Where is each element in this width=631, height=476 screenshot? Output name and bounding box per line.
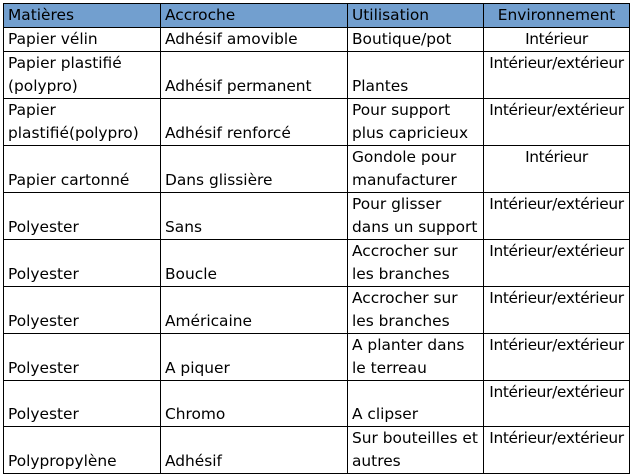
cell-environnement: Intérieur/extérieur xyxy=(484,287,630,334)
cell-utilisation: Boutique/pot xyxy=(348,28,484,52)
cell-matiere: Polyester xyxy=(4,287,161,334)
cell-environnement: Intérieur/extérieur xyxy=(484,240,630,287)
cell-utilisation: Pour support plus capricieux xyxy=(348,99,484,146)
cell-matiere: Polyester xyxy=(4,240,161,287)
cell-environnement: Intérieur/extérieur xyxy=(484,334,630,381)
cell-utilisation: A planter dans le terreau xyxy=(348,334,484,381)
cell-matiere: Papier plastifié(polypro) xyxy=(4,99,161,146)
table-row xyxy=(4,427,630,474)
cell-accroche: Adhésif renforcé xyxy=(161,99,348,146)
cell-utilisation: Plantes xyxy=(348,52,484,99)
header-matieres: Matières xyxy=(4,4,161,28)
header-environnement: Environnement xyxy=(484,4,630,28)
header-row xyxy=(4,4,630,28)
table-row xyxy=(4,28,630,52)
cell-matiere: Polypropylène xyxy=(4,427,161,474)
cell-accroche: Américaine xyxy=(161,287,348,334)
cell-environnement: Intérieur/extérieur xyxy=(484,193,630,240)
labels-table xyxy=(3,3,630,474)
cell-utilisation: Accrocher sur les branches xyxy=(348,287,484,334)
table-row xyxy=(4,381,630,427)
table-row xyxy=(4,240,630,287)
table-row xyxy=(4,193,630,240)
cell-utilisation: Gondole pour manufacturer xyxy=(348,146,484,193)
cell-accroche: Chromo xyxy=(161,381,348,427)
table-row xyxy=(4,99,630,146)
cell-matiere: Polyester xyxy=(4,193,161,240)
table-row xyxy=(4,52,630,99)
header-accroche: Accroche xyxy=(161,4,348,28)
cell-accroche: Dans glissière xyxy=(161,146,348,193)
cell-environnement: Intérieur/extérieur xyxy=(484,381,630,427)
cell-accroche: A piquer xyxy=(161,334,348,381)
header-utilisation: Utilisation xyxy=(348,4,484,28)
cell-environnement: Intérieur/extérieur xyxy=(484,427,630,474)
cell-utilisation: Sur bouteilles et autres xyxy=(348,427,484,474)
cell-accroche: Adhésif amovible xyxy=(161,28,348,52)
cell-matiere: Polyester xyxy=(4,334,161,381)
cell-accroche: Adhésif xyxy=(161,427,348,474)
table-row xyxy=(4,146,630,193)
cell-utilisation: A clipser xyxy=(348,381,484,427)
cell-accroche: Sans xyxy=(161,193,348,240)
table-row xyxy=(4,287,630,334)
cell-accroche: Adhésif permanent xyxy=(161,52,348,99)
cell-environnement: Intérieur xyxy=(484,146,630,193)
cell-matiere: Papier plastifié (polypro) xyxy=(4,52,161,99)
cell-environnement: Intérieur xyxy=(484,28,630,52)
table-row xyxy=(4,334,630,381)
cell-matiere: Papier vélin xyxy=(4,28,161,52)
cell-utilisation: Accrocher sur les branches xyxy=(348,240,484,287)
cell-matiere: Papier cartonné xyxy=(4,146,161,193)
cell-matiere: Polyester xyxy=(4,381,161,427)
cell-utilisation: Pour glisser dans un support xyxy=(348,193,484,240)
cell-environnement: Intérieur/extérieur xyxy=(484,52,630,99)
cell-environnement: Intérieur/extérieur xyxy=(484,99,630,146)
cell-accroche: Boucle xyxy=(161,240,348,287)
